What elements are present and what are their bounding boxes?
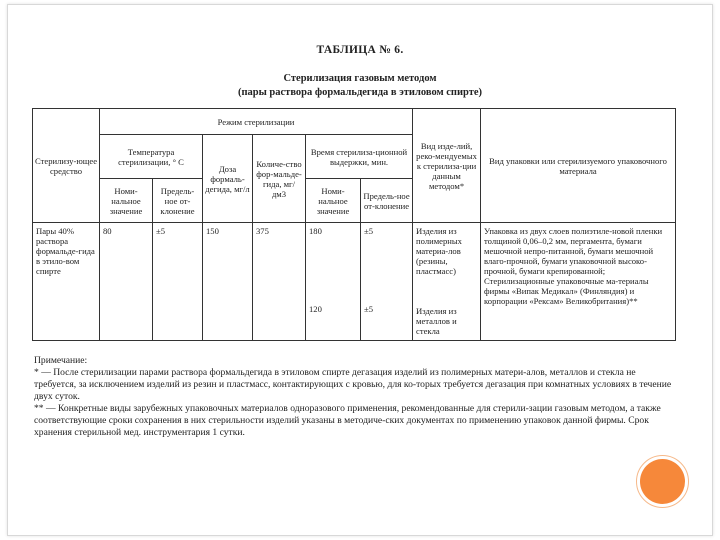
header-dose: Доза формаль-дегида, мг/л — [203, 135, 253, 223]
note-2: ** — Конкретные виды зарубежных упаковочных материалов одноразового применения, рекомендованные для стерили-зации газовым методом, а также соответствующие сроки сохранения в них стерильности изделий указаны в методиче-ских документах по применению упаковок данной фирмы. Срок хранения стерильной мед. инструментария 1 сутки. — [34, 403, 661, 438]
header-mode: Режим стерилизации — [100, 109, 413, 135]
header-temp-deviation: Предель-ное от-клонение — [153, 179, 203, 223]
items-metal-glass: Изделия из металлов и стекла — [416, 306, 457, 336]
cell-items — [413, 223, 481, 341]
cell-temp-deviation: ±5 — [153, 223, 203, 341]
items-polymer: Изделия из полимерных материа-лов (резины, пластмасс) — [416, 226, 462, 276]
cell-dose: 150 — [203, 223, 253, 341]
cell-exp-nominal — [306, 223, 361, 341]
notes-heading: Примечание: — [34, 355, 88, 366]
cell-amount: 375 — [253, 223, 306, 341]
table-row — [33, 223, 676, 341]
table-label: ТАБЛИЦА № 6. — [316, 44, 404, 56]
decorative-circle — [640, 459, 685, 504]
cell-agent: Пары 40% раствора формальде-гида в этило-вом спирте — [33, 223, 100, 341]
header-exp-deviation: Предель-ное от-клонение — [361, 179, 413, 223]
cell-temp-nominal: 80 — [100, 223, 153, 341]
exp-deviation-1: ±5 — [364, 226, 374, 236]
header-exposure: Время стерилиза-ционной выдержки, мин. — [306, 135, 413, 179]
table-subtitle-detail: (пары раствора формальдегида в этиловом спирте) — [237, 87, 483, 98]
table-subtitle: Стерилизация газовым методом — [283, 73, 437, 84]
header-items: Вид изде-лий, реко-мендуемых к стерилиза-ции данным методом* — [413, 109, 481, 223]
note-1: * — После стерилизации парами раствора формальдегида в этиловом спирте дегазация изделий из полимерных матери-алов, металлов и стекла не требуется, за исключением изделий из резин и пластмасс, контактирующих с кровью, для ко-торых требуется дегазация при комнатных условиях в течение двух суток. — [34, 367, 672, 402]
cell-packaging: Упаковка из двух слоев полиэтиле-новой пленки толщиной 0,06–0,2 мм, пергамента, бумаги мешочной непро-питанной, бумаги мешочной влаго-прочной, бумаги упаковочной высоко-прочной, бумаги крепированной; Стерилизационные упаковочные ма-териалы фирмы «Випак Медикал» (Финляндия) и корпорации «Рексам» Великобритания)** — [481, 223, 676, 341]
cell-exp-deviation — [361, 223, 413, 341]
exp-nominal-1: 180 — [309, 226, 322, 236]
notes — [34, 355, 679, 439]
sterilization-table — [32, 108, 676, 341]
header-packaging: Вид упаковки или стерилизуемого упаковочного материала — [481, 109, 676, 223]
header-temp-nominal: Номи-нальное значение — [100, 179, 153, 223]
exp-deviation-2: ±5 — [364, 304, 374, 314]
header-exp-nominal: Номи-нальное значение — [306, 179, 361, 223]
header-agent: Стерилизу-ющее средство — [33, 109, 100, 223]
header-temperature: Температура стерилизации, ° С — [100, 135, 203, 179]
exp-nominal-2: 120 — [309, 304, 322, 314]
header-amount: Количе-ство фор-мальде-гида, мг/ дм3 — [253, 135, 306, 223]
